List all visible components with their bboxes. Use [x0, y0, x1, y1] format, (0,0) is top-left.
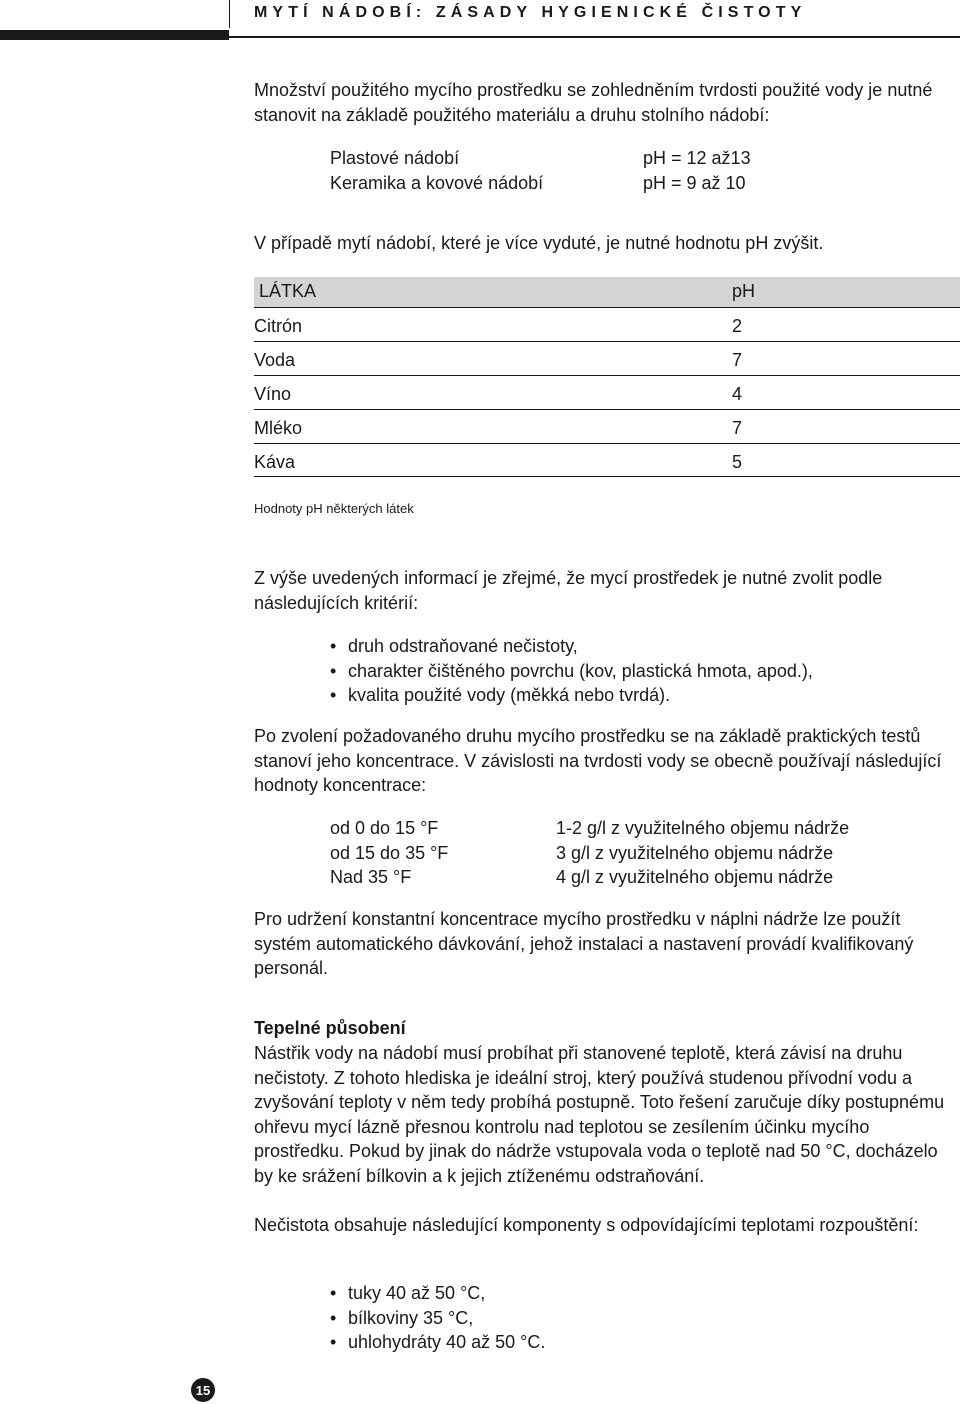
components-intro: Nečistota obsahuje následující komponenty s odpovídajícími teplotami rozpouštění:	[254, 1215, 919, 1235]
header-black-bar	[0, 30, 229, 40]
list-item: • uhlohydráty 40 až 50 °C.	[330, 1330, 545, 1355]
ph-table-header-substance: LÁTKA	[259, 281, 317, 301]
convex-note: V případě mytí nádobí, které je více vyduté, je nutné hodnotu pH zvýšit.	[254, 233, 824, 253]
ph-table	[254, 277, 960, 477]
table-row	[254, 341, 960, 375]
dose-cell: 1-2 g/l z využitelného objemu nádrže	[556, 818, 850, 838]
dosing-note: Pro udržení konstantní koncentrace mycího prostředku v náplni nádrže lze použít systém automatického dávkování, jehož instalaci a nastavení provádí kvalifikovaný personál.	[254, 909, 914, 978]
material-ph: pH = 12 až13	[643, 148, 751, 168]
ph-cell: 4	[732, 384, 743, 404]
list-item: • bílkoviny 35 °C,	[330, 1306, 545, 1331]
list-item: • tuky 40 až 50 °C,	[330, 1281, 545, 1306]
page-number-badge: 15	[191, 1378, 215, 1402]
material-name: Keramika a kovové nádobí	[330, 173, 544, 193]
ph-table-header	[254, 277, 960, 307]
ph-cell: 7	[732, 418, 743, 438]
header-vertical-rule	[229, 0, 230, 28]
hardness-cell: od 0 do 15 °F	[330, 818, 439, 838]
table-row	[254, 375, 960, 409]
table-row	[254, 307, 960, 341]
intro-paragraph: Množství použitého mycího prostředku se zohledněním tvrdosti použité vody je nutné stanovit na základě použitého materiálu a druhu stolního nádobí:	[254, 80, 933, 125]
list-item: • charakter čištěného povrchu (kov, plastická hmota, apod.),	[330, 659, 813, 684]
ph-table-caption: Hodnoty pH některých látek	[254, 501, 414, 516]
thermal-paragraph: Nástřik vody na nádobí musí probíhat při stanovené teplotě, která závisí na druhu nečistoty. Z tohoto hlediska je ideální stroj, který používá studenou přívodní vodu a zvyšování teploty v něm tedy probíhá postupně. Toto řešení zaručuje díky postupnému ohřevu mycí lázně přesnou kontrolu nad teplotou se zesílením účinku mycího prostředku. Pokud by jinak do nádrže vstupovala voda o teplotě nad 50 °C, docházelo by ke srážení bílkovin a k jejich ztíženému odstraňování.	[254, 1043, 945, 1186]
substance-cell: Víno	[254, 384, 292, 404]
criteria-intro: Z výše uvedených informací je zřejmé, že mycí prostředek je nutné zvolit podle následujících kritérií:	[254, 568, 883, 613]
substance-cell: Voda	[254, 350, 296, 370]
table-row	[254, 443, 960, 477]
list-item: • kvalita použité vody (měkká nebo tvrdá).	[330, 683, 813, 708]
thermal-heading: Tepelné působení	[254, 1018, 406, 1038]
concentration-intro: Po zvolení požadovaného druhu mycího prostředku se na základě praktických testů stanoví jeho koncentrace. V závislosti na tvrdosti vody se obecně používají následující hodnoty koncentrace:	[254, 726, 942, 795]
substance-cell: Káva	[254, 452, 296, 472]
page-header-title: MYTÍ NÁDOBÍ: ZÁSADY HYGIENICKÉ ČISTOTY	[254, 4, 807, 21]
substance-cell: Citrón	[254, 316, 303, 336]
hardness-cell: od 15 do 35 °F	[330, 843, 449, 863]
material-ph: pH = 9 až 10	[643, 173, 746, 193]
ph-table-header-ph: pH	[732, 281, 756, 301]
header-rule	[229, 36, 960, 38]
substance-cell: Mléko	[254, 418, 303, 438]
ph-cell: 5	[732, 452, 743, 472]
table-row	[254, 409, 960, 443]
material-name: Plastové nádobí	[330, 148, 460, 168]
dose-cell: 3 g/l z využitelného objemu nádrže	[556, 843, 834, 863]
list-item: • druh odstraňované nečistoty,	[330, 634, 813, 659]
hardness-cell: Nad 35 °F	[330, 867, 412, 887]
dose-cell: 4 g/l z využitelného objemu nádrže	[556, 867, 834, 887]
criteria-list	[330, 634, 813, 708]
ph-cell: 7	[732, 350, 743, 370]
ph-cell: 2	[732, 316, 743, 336]
components-list	[330, 1281, 545, 1355]
